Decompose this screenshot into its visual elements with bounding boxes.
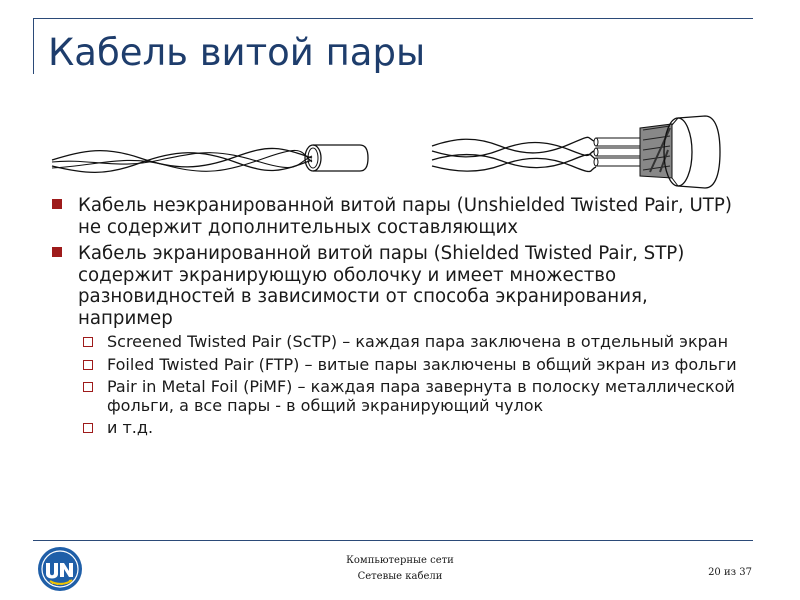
sub-bullet-text: Pair in Metal Foil (PiMF) – каждая пара завернута в полоску металлической фольги, а все пары - в общий экранирующий чулок — [107, 377, 735, 415]
bullet-list — [48, 195, 748, 438]
utp-cable-illustration — [52, 145, 368, 172]
sub-bullet-item-sctp — [78, 333, 748, 352]
slide-body — [48, 195, 748, 443]
stp-cable-illustration — [432, 116, 720, 188]
footer-course: Компьютерные сети — [346, 555, 454, 566]
sub-bullet-item-pimf — [78, 378, 748, 415]
bullet-item-utp — [48, 195, 748, 238]
square-bullet-icon — [52, 247, 62, 257]
page-number: 20 из 37 — [708, 567, 752, 578]
footer-section: Сетевые кабели — [357, 571, 443, 582]
hollow-box-bullet-icon — [83, 382, 93, 392]
sub-bullet-text: Screened Twisted Pair (ScTP) – каждая пара заключена в отдельный экран — [107, 332, 729, 351]
hollow-box-bullet-icon — [83, 337, 93, 347]
hollow-box-bullet-icon — [83, 360, 93, 370]
sub-bullet-item-etc — [78, 419, 748, 438]
sub-bullet-item-ftp — [78, 356, 748, 375]
bullet-text: Кабель неэкранированной витой пары (Unshielded Twisted Pair, UTP) не содержит дополнительных составляющих — [78, 195, 732, 238]
sub-bullet-text: Foiled Twisted Pair (FTP) – витые пары заключены в общий экран из фольги — [107, 354, 737, 374]
square-bullet-icon — [52, 199, 62, 209]
cable-illustrations — [0, 0, 800, 200]
bullet-item-stp — [48, 243, 748, 438]
slide-title: Кабель витой пары — [48, 31, 426, 74]
footer-divider — [33, 540, 753, 541]
bullet-text: Кабель экранированной витой пары (Shielded Twisted Pair, STP) содержит экранирующую оболочку и имеет множество разновидностей в зависимости от способа экранирования, например — [78, 243, 685, 329]
sub-bullet-list — [78, 333, 748, 438]
unn-logo-icon — [36, 545, 84, 593]
footer-center — [300, 553, 500, 585]
sub-bullet-text: и т.д. — [107, 418, 154, 437]
hollow-box-bullet-icon — [83, 423, 93, 433]
